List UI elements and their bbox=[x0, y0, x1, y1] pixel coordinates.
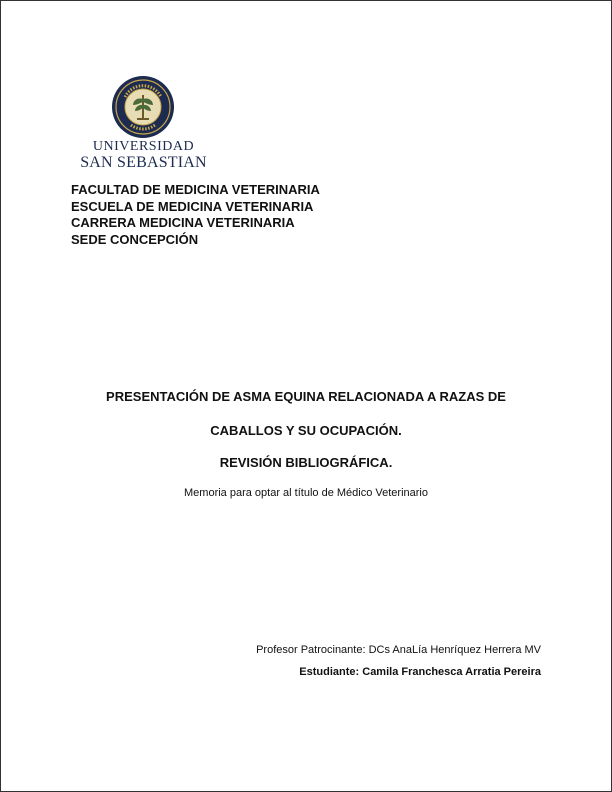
thesis-title-line1: PRESENTACIÓN DE ASMA EQUINA RELACIONADA A RAZAS DE bbox=[106, 389, 506, 404]
university-name-line2: SAN SEBASTIAN bbox=[80, 154, 207, 171]
faculty-line: FACULTAD DE MEDICINA VETERINARIA bbox=[71, 182, 320, 197]
campus-line: SEDE CONCEPCIÓN bbox=[71, 231, 199, 247]
faculty-header bbox=[71, 182, 320, 248]
university-name-line1: UNIVERSIDAD bbox=[92, 139, 195, 154]
career-line: CARRERA MEDICINA VETERINARIA bbox=[71, 215, 295, 230]
student-credit: Estudiante: Camila Franchesca Arratia Pereira bbox=[299, 666, 541, 678]
advisor-credit: Profesor Patrocinante: DCs AnaLía Henríquez Herrera MV bbox=[256, 644, 541, 656]
thesis-title-line3: REVISIÓN BIBLIOGRÁFICA. bbox=[219, 455, 393, 470]
university-logo bbox=[71, 75, 216, 171]
thesis-title-line2: CABALLOS Y SU OCUPACIÓN. bbox=[210, 423, 402, 438]
university-seal-icon bbox=[111, 75, 175, 139]
thesis-subtitle: Memoria para optar al título de Médico Veterinario bbox=[184, 487, 428, 499]
school-line: ESCUELA DE MEDICINA VETERINARIA bbox=[71, 198, 314, 214]
